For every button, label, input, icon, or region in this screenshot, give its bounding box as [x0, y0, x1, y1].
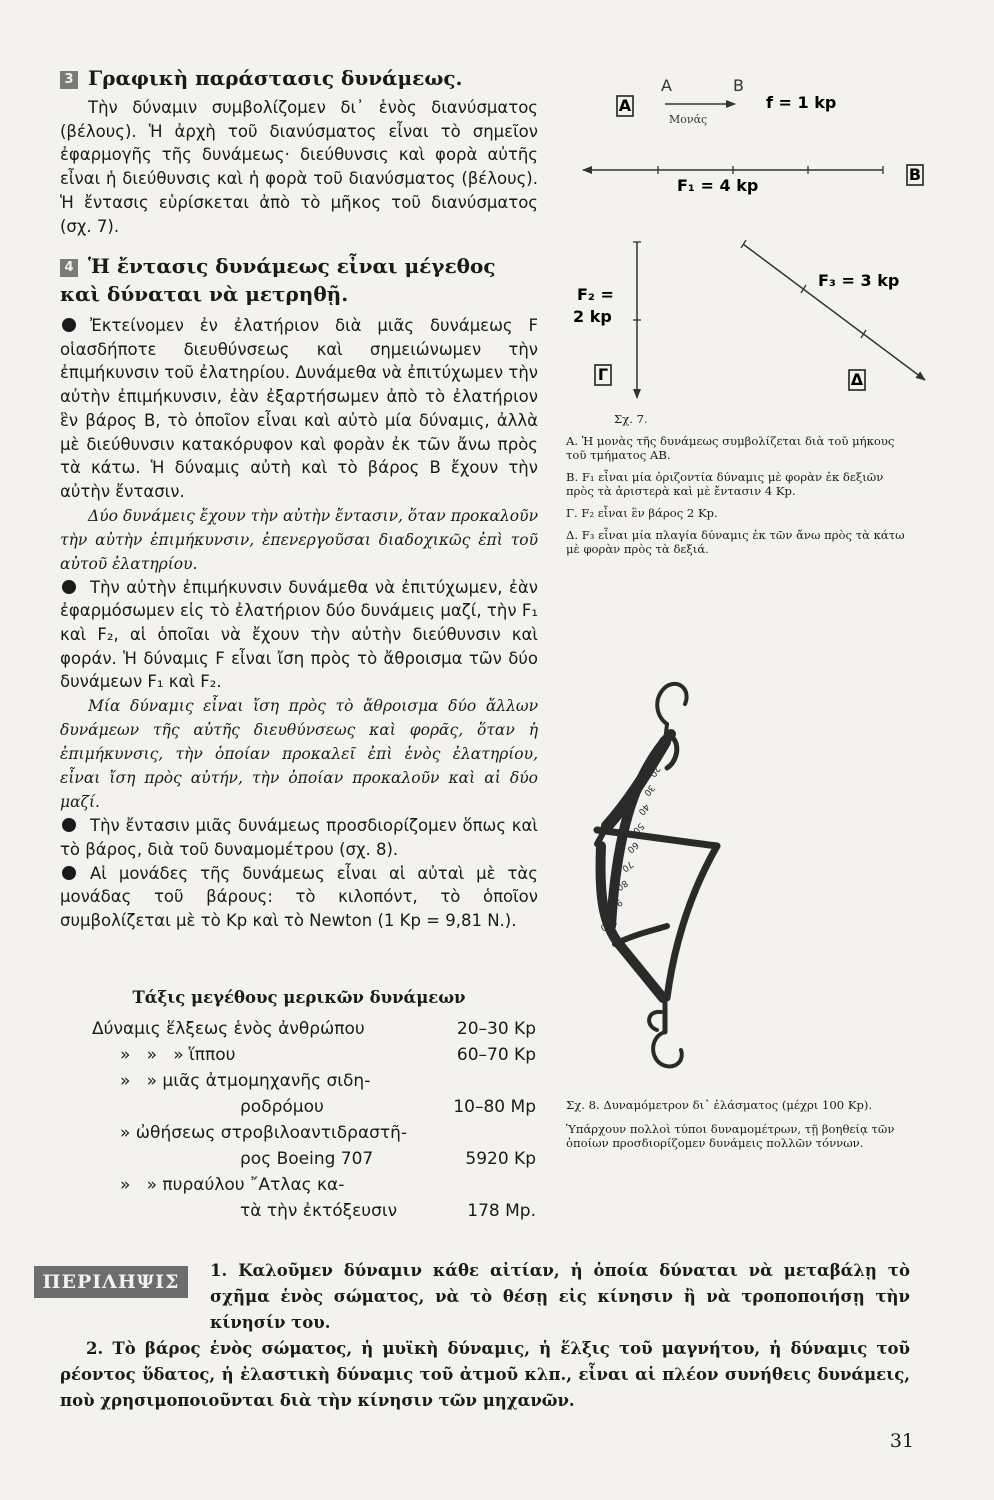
label-box-b-text: Β	[908, 165, 922, 184]
f3-vector	[743, 244, 925, 380]
f1-label: F₁ = 4 kp	[677, 176, 759, 195]
section-4-title: Ἡ ἔντασις δυνάμεως εἶναι μέγεθος καὶ δύναται νὰ μετρηθῇ.	[60, 254, 496, 306]
scale-mark: 30	[641, 782, 657, 798]
table-row	[92, 1120, 536, 1146]
right-bar	[667, 846, 717, 998]
figure-7-caption	[566, 412, 908, 564]
scale-mark: 60	[624, 839, 641, 855]
point-b-label: B	[733, 76, 744, 95]
scale-mark: 100	[598, 915, 619, 933]
row-value: 178 Mp.	[467, 1201, 536, 1221]
row-value: 20–30 Kp	[456, 1019, 536, 1039]
caption-b: Β. F₁ εἶναι μία ὁριζοντία δύναμις μὲ φορὰν ἐκ δεξιῶν πρὸς τὰ ἀριστερὰ καὶ μὲ ἔντασιν 4 Kp.	[566, 470, 884, 498]
table-row	[92, 1094, 536, 1120]
italic-rule: Μία δύναμις εἶναι ἴση πρὸς τὸ ἄθροισμα δύο ἄλλων δυνάμεων τῆς αὐτῆς διευθύνσεως καὶ φορᾶς, ὅταν ἡ ἐπιμήκυνσις, τὴν ὁποίαν προκαλεῖ ἐπὶ ἑνὸς ἐλατηρίου, εἶναι ἴση πρὸς αὐτήν, τὴν ὁποίαν προκαλοῦν καὶ αἱ δύο μαζί.	[60, 697, 538, 812]
section-3-title: Γραφικὴ παράστασις δυνάμεως.	[88, 66, 463, 90]
table-row	[92, 1042, 536, 1068]
figure-7-diagram	[565, 70, 935, 410]
bullet-icon	[62, 818, 76, 832]
paragraph: Τὴν αὐτὴν ἐπιμήκυνσιν δυνάμεθα νὰ ἐπιτύχωμεν, ἐὰν ἐφαρμόσωμεν εἰς τὸ ἐλατήριον δύο δυνάμεις μαζί, τὴν F₁ καὶ F₂, αἱ ὁποῖαι νὰ ἔχουν τὴν αὐτὴν διεύθυνσιν καὶ φοράν. Ἡ δύναμις F εἶναι ἴση πρὸς τὸ ἄθροισμα τῶν δύο δυνάμεων F₁ καὶ F₂.	[60, 577, 538, 692]
section-3-text: Τὴν δύναμιν συμβολίζομεν δι᾽ ἑνὸς διανύσματος (βέλους). Ἡ ἀρχὴ τοῦ διανύσματος εἶναι τὸ σημεῖον ἐφαρμογῆς τῆς δυνάμεως· διεύθυνσις καὶ φορὰ αὐτῆς εἶναι ἡ διεύθυνσις καὶ ἡ φορὰ τοῦ διανύσματος (βέλους). Ἡ ἔντασις εὑρίσκεται ἀπὸ τὸ μῆκος τοῦ διανύσματος (σχ. 7).	[60, 98, 538, 236]
caption-a: Α. Ἡ μονὰς τῆς δυνάμεως συμβολίζεται διὰ τοῦ μήκους τοῦ τμήματος ΑΒ.	[566, 434, 895, 462]
scale-mark: 70	[619, 858, 635, 874]
row-label: Δύναμις ἕλξεως ἑνὸς ἀνθρώπου	[92, 1019, 365, 1039]
row-label: » ὠθήσεως στροβιλοαντιδραστῆ-	[120, 1123, 408, 1143]
caption-g: Γ. F₂ εἶναι ἓν βάρος 2 Kp.	[566, 506, 718, 520]
section-4-heading	[60, 252, 538, 308]
caption-fig8-note: Ὑπάρχουν πολλοὶ τύποι δυναμομέτρων, τῇ βοηθείᾳ τῶν ὁποίων προσδιορίζομεν δυνάμεις πολλῶν τόννων.	[566, 1122, 895, 1150]
bullet-icon	[62, 580, 76, 594]
figure-8-caption	[566, 1098, 908, 1158]
table-row	[92, 1068, 536, 1094]
f2-label-line1: F₂ =	[577, 285, 614, 304]
paragraph: Αἱ μονάδες τῆς δυνάμεως εἶναι αἱ αὐταὶ μὲ τὰς μονάδας τοῦ βάρους: τὸ κιλοπόντ, τὸ ὁποῖον συμβολίζεται μὲ τὸ Kp καὶ τὸ Newton (1 Kp = 9,81 N.).	[60, 863, 538, 930]
paragraph: Ἐκτείνομεν ἐν ἐλατήριον διὰ μιᾶς δυνάμεως F οἱασδήποτε διευθύνσεως καὶ σημειώνωμεν τὴν ἐπιμήκυνσιν τοῦ ἐλατηρίου. Δυνάμεθα νὰ ἐπιτύχωμεν τὴν αὐτὴν ἐπιμήκυνσιν, ἐὰν ἐξαρτήσωμεν ἀπὸ τὸ ἐλατήριον ἓν βάρος Β, τὸ ὁποῖον εἶναι καὶ αὐτὸ μία δύναμις, ἀλλὰ μὲ διεύθυνσιν κατακόρυφον καὶ φορὰν ἐκ τῶν ἄνω πρὸς τὰ κάτω. Ἡ δύναμις αὐτὴ καὶ τὸ βάρος Β ἔχουν τὴν αὐτὴν ἔντασιν.	[60, 316, 538, 501]
point-a-label: A	[661, 76, 672, 95]
row-label: » » μιᾶς ἀτμομηχανῆς σιδη-	[120, 1071, 371, 1091]
row-label: » » πυραύλου ῎Ατλας κα-	[120, 1175, 345, 1195]
scale-mark: 40	[635, 801, 651, 817]
row-label: ροδρόμου	[240, 1097, 324, 1117]
section-number-badge: 3	[60, 71, 78, 89]
scale-mark: 20	[646, 763, 662, 779]
f2-label-line2: 2 kp	[573, 307, 612, 326]
caption-title: Σχ. 7.	[614, 412, 648, 426]
row-label: τὰ τὴν ἐκτόξευσιν	[240, 1201, 398, 1221]
f-label: f = 1 kp	[766, 93, 837, 112]
cross-bar	[615, 926, 667, 944]
caption-d: Δ. F₃ εἶναι μία πλαγία δύναμις ἐκ τῶν ἄνω πρὸς τὰ κάτω μὲ φορὰν πρὸς τὰ δεξιά.	[566, 528, 905, 556]
row-label: ρος Boeing 707	[240, 1149, 374, 1169]
top-bar	[597, 830, 717, 846]
section-3	[60, 64, 538, 238]
dynamometer-illustration	[575, 676, 745, 1086]
section-3-heading	[60, 64, 538, 92]
bullet-icon	[62, 318, 76, 332]
summary-text	[60, 1258, 910, 1414]
top-hook	[657, 684, 686, 724]
table-row	[92, 1198, 536, 1224]
table-title: Τάξις μεγέθους μερικῶν δυνάμεων	[132, 988, 466, 1007]
italic-rule: Δύο δυνάμεις ἔχουν τὴν αὐτὴν ἔντασιν, ὅταν προκαλοῦν τὴν αὐτὴν ἐπιμήκυνσιν, ἐπενεργοῦσαι διαδοχικῶς ἐπὶ τοῦ αὐτοῦ ἐλατηρίου.	[60, 506, 538, 573]
scale-mark: 90	[608, 896, 624, 911]
bullet-icon	[62, 866, 76, 880]
table-row	[92, 1146, 536, 1172]
summary-label: ΠΕΡΙΛΗΨΙΣ	[34, 1266, 188, 1298]
page-number: 31	[889, 1430, 914, 1452]
section-4-body	[60, 314, 538, 933]
label-box-d-text: Δ	[850, 370, 864, 389]
table-row	[92, 1172, 536, 1198]
section-4	[60, 252, 538, 933]
section-number-badge: 4	[60, 259, 78, 277]
row-value: 60–70 Kp	[456, 1045, 536, 1065]
row-label: » » » ἵππου	[120, 1045, 236, 1065]
row-value: 5920 Kp	[465, 1149, 536, 1169]
force-magnitude-table	[92, 1016, 536, 1224]
label-box-a-text: Α	[618, 96, 632, 115]
scale-mark: 80	[614, 877, 630, 893]
caption-fig8-title: Σχ. 8. Δυναμόμετρον δι᾽ ἐλάσματος (μέχρι 100 Kp).	[566, 1098, 873, 1112]
scale-mark: 50	[630, 820, 646, 836]
bottom-hook	[653, 1032, 682, 1066]
summary-item-2: 2. Τὸ βάρος ἑνὸς σώματος, ἡ μυϊκὴ δύναμις, ἡ ἕλξις τοῦ μαγνήτου, ἡ δύναμις τοῦ ρέοντος ὕδατος, ἡ ἐλαστικὴ δύναμις τοῦ ἀτμοῦ κλπ., εἶναι αἱ πλέον συνήθεις δυνάμεις, ποὺ χρησιμοποιοῦνται διὰ τὴν κίνησιν τῶν μηχανῶν.	[60, 1339, 910, 1410]
unit-word: Μονάς	[669, 113, 708, 126]
table-row	[92, 1016, 536, 1042]
summary-item-1: 1. Καλοῦμεν δύναμιν κάθε αἰτίαν, ἡ ὁποία δύναται νὰ μεταβάλῃ τὸ σχῆμα ἑνὸς σώματος, νὰ τὸ θέσῃ εἰς κίνησιν ἢ νὰ τροποποιήσῃ τὴν κίνησίν του.	[210, 1261, 910, 1332]
row-value: 10–80 Mp	[453, 1097, 536, 1117]
label-box-g-text: Γ	[597, 365, 609, 384]
paragraph: Τὴν ἔντασιν μιᾶς δυνάμεως προσδιορίζομεν ὅπως καὶ τὸ βάρος, διὰ τοῦ δυναμομέτρου (σχ. 8).	[60, 816, 538, 859]
f3-label: F₃ = 3 kp	[818, 271, 900, 290]
scale-mark: 10	[652, 744, 667, 760]
